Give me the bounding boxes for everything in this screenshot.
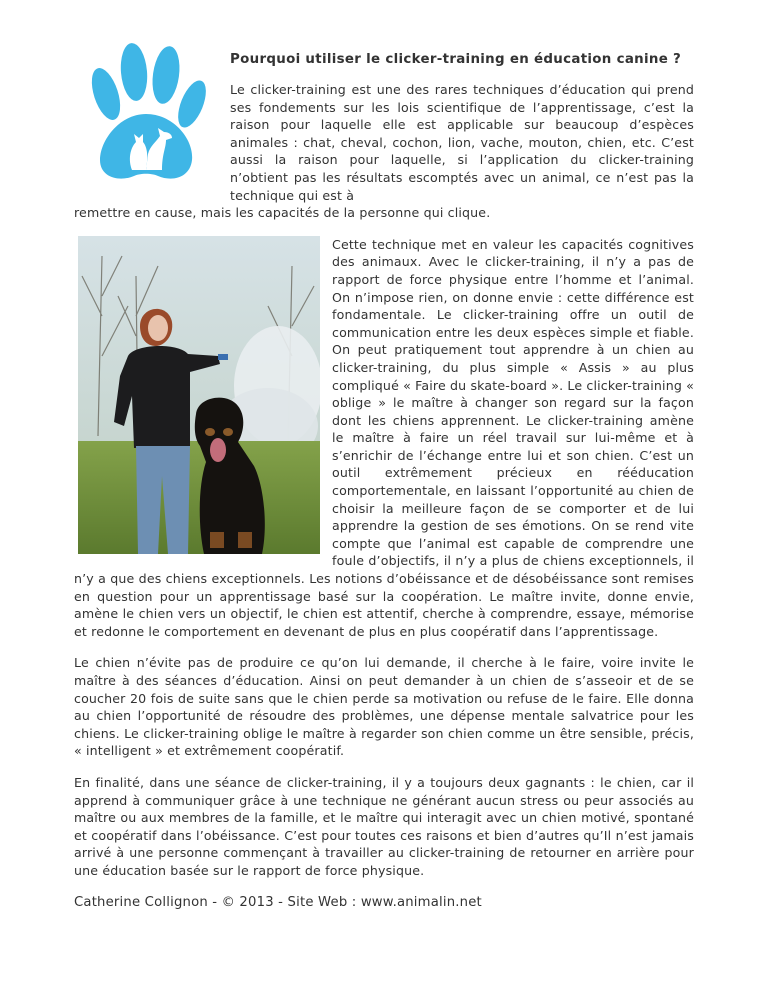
paragraph-intro-part-a: Le clicker-training est une des rares techniques d’éducation qui prend ses fondements sur les lois scientifique de l’apprentissage, c’est la raison pour laquelle elle est applicable sur beaucoup d’espèces animales : chat, cheval, cochon, lion, vache, mouton, chien, etc. C’est aussi la raison pour laquelle, si l’application du clicker-training n’obtient pas les résultats escomptés avec un animal, ce n’est pas la technique qui est à (230, 82, 694, 203)
woman-with-dog-photo (78, 236, 320, 554)
paragraph-intro-continued: remettre en cause, mais les capacités de la personne qui clique. (74, 205, 491, 221)
paw-logo-icon (76, 42, 216, 187)
page-title: Pourquoi utiliser le clicker-training en éducation canine ? (230, 52, 682, 67)
document-page (74, 50, 694, 911)
footer-credit: Catherine Collignon - © 2013 - Site Web : www.animalin.net (74, 894, 482, 910)
paragraph-conclusion: En finalité, dans une séance de clicker-training, il y a toujours deux gagnants : le chien, car il apprend à communiquer grâce à une technique ne générant aucun stress ou peur associés au maître ou aux membres de la famille, et le maître qui interagit avec un chien motivé, spontané et coopératif dans l’obéissance. C’est pour toutes ces raisons et bien d’autres qu’Il n’est jamais arrivé à une personne commençant à travailler au clicker-training de retourner en arrière pour une éducation basée sur le rapport de force physique. (74, 774, 694, 878)
section-photo-text (74, 236, 694, 641)
paragraph-motivation: Le chien n’évite pas de produire ce qu’on lui demande, il cherche à le faire, voire invite le maître à des séances d’éducation. Ainsi on peut demander à un chien de s’asseoir et de se coucher 20 fois de suite sans que le chien perde sa motivation ou refuse de le faire. Elle donna au chien l’opportunité de résoudre des problèmes, une dépense mentale salvatrice pour les chiens. Le clicker-training oblige le maître à regarder son chien comme un être sensible, précis, « intelligent » et extrêmement coopératif. (74, 655, 694, 759)
paragraph-technique: Cette technique met en valeur les capacités cognitives des animaux. Avec le clicker-training, il n’y a pas de rapport de force physique entre l’homme et l’animal. On n’impose rien, on donne envie : cette différence est fondamentale. Le clicker-training offre un outil de communication entre les deux espèces simple et fiable. On peut pratiquement tout apprendre à un chien au clicker-training, du plus simple « Assis » au plus compliqué « Faire du skate-board ». Le clicker-training « oblige » le maître à changer son regard sur la façon dont les chiens apprennent. Le clicker-training amène le maître à faire un réel travail sur lui-même et à s’enrichir de l’échange entre lui et son chien. C’est un outil extrêmement précieux en rééducation comportementale, en laissant l’opportunité au chien de choisir la meilleure façon de se comporter et de lui apprendre la gestion de ses émotions. On se rend vite compte que l’animal est capable de comprendre une foule d’objectifs, il n’y a plus de chiens exceptionnels, il n’y a que des chiens exceptionnels. Les notions d’obéissance et de désobéissance sont remises en question pour un apprentissage basé sur la coopération. Le maître invite, donne envie, amène le chien vers un objectif, le chien est attentif, cherche à comprendre, essaye, mémorise et redonne le comportement en devenant de plus en plus coopératif dans l’apprentissage. (74, 236, 694, 639)
paragraph-intro (228, 81, 694, 204)
